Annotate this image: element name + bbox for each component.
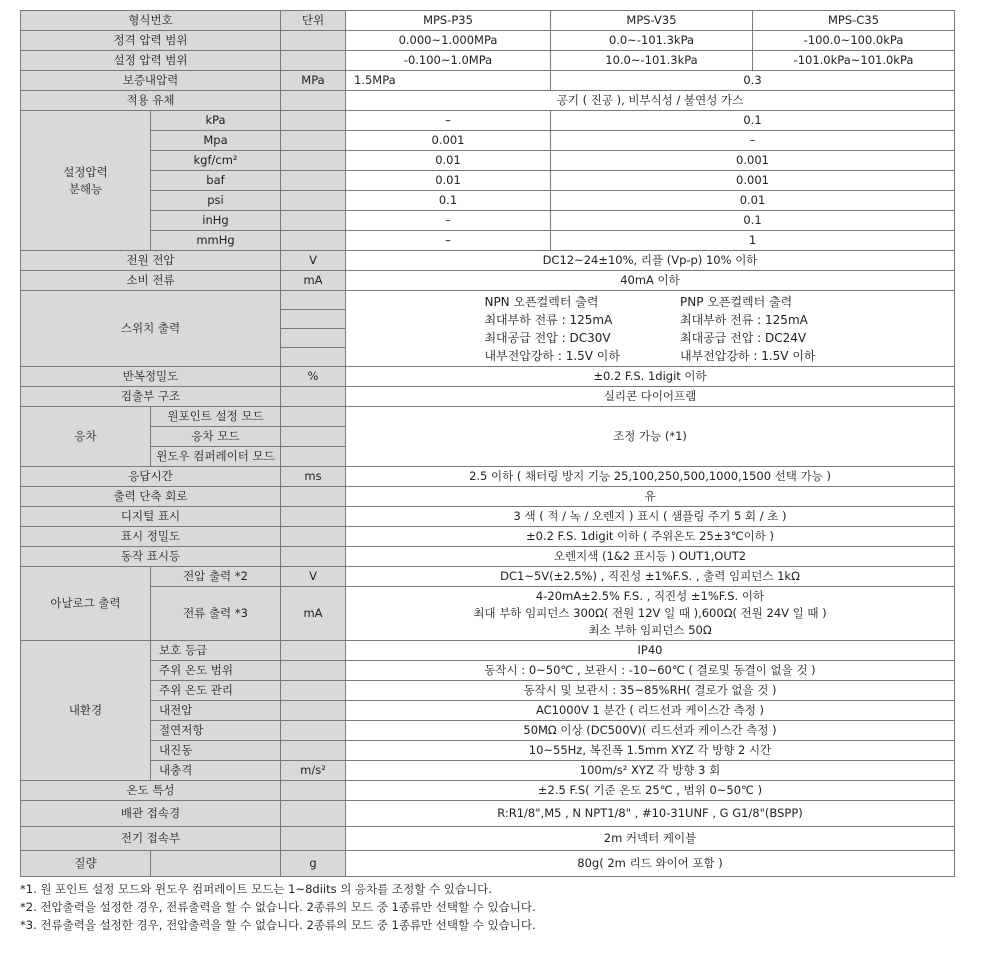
cell-value: 1 — [551, 231, 955, 251]
analog-current-row — [21, 587, 955, 641]
env-item: 내진동 — [151, 741, 281, 761]
cell-value: 공기 ( 진공 ), 비부식성 / 불연성 가스 — [346, 91, 955, 111]
row-label: 응차 — [21, 407, 151, 467]
cell-value: ±0.2 F.S. 1digit 이하 ( 주위온도 25±3℃이하 ) — [346, 527, 955, 547]
resolution-unit: Mpa — [151, 131, 281, 151]
electrical-row — [21, 827, 955, 851]
unit-cell: MPa — [281, 71, 346, 91]
response-row — [21, 467, 955, 487]
cell-value: 오렌지색 (1&2 표시등 ) OUT1,OUT2 — [346, 547, 955, 567]
env-item: 주위 온도 관리 — [151, 681, 281, 701]
row-label: 출력 단축 회로 — [21, 487, 281, 507]
unit-cell: mA — [281, 271, 346, 291]
cell-value: -100.0~100.0kPa — [753, 31, 955, 51]
power-voltage-row — [21, 251, 955, 271]
weight-row — [21, 851, 955, 877]
cell-value: 2m 커넥터 케이블 — [346, 827, 955, 851]
resolution-unit: baf — [151, 171, 281, 191]
pnp-spec: PNP 오픈컬렉터 출력 최대부하 전류 : 125mA 최대공급 전압 : DC24V 내부전압강하 : 1.5V 이하 — [680, 294, 816, 363]
cell-value: 0.01 — [346, 151, 551, 171]
analog-type: 전류 출력 *3 — [151, 587, 281, 641]
resolution-row — [21, 151, 955, 171]
environment-row — [21, 741, 955, 761]
env-item: 내충격 — [151, 761, 281, 781]
sensor-row — [21, 387, 955, 407]
cell-value: 0.0~-101.3kPa — [551, 31, 753, 51]
cell-value: ±2.5 F.S( 기준 온도 25℃ , 범위 0~50℃ ) — [346, 781, 955, 801]
footnote: *1. 원 포인트 설정 모드와 윈도우 컴퍼레이트 모드는 1~8diits 의 응차를 조정할 수 있습니다. — [20, 882, 492, 896]
resolution-row — [21, 231, 955, 251]
resolution-row — [21, 171, 955, 191]
cell-value: DC1~5V(±2.5%) , 직진성 ±1%F.S. , 출력 임피던스 1kΩ — [346, 567, 955, 587]
cell-value: 동작시 : 0~50℃ , 보관시 : -10~60℃ ( 결로및 동결이 없을 것 ) — [346, 661, 955, 681]
unit-cell: V — [281, 251, 346, 271]
spec-table — [20, 10, 955, 877]
display-row — [21, 507, 955, 527]
model-v35: MPS-V35 — [551, 11, 753, 31]
resolution-unit: kgf/cm² — [151, 151, 281, 171]
cell-value: – — [346, 231, 551, 251]
repeatability-row — [21, 367, 955, 387]
resolution-row — [21, 191, 955, 211]
row-label: 검출부 구조 — [21, 387, 281, 407]
unit-cell: V — [281, 567, 346, 587]
row-label: 정격 압력 범위 — [21, 31, 281, 51]
unit-cell: mA — [281, 587, 346, 641]
cell-value: 실리콘 다이어프램 — [346, 387, 955, 407]
environment-row — [21, 681, 955, 701]
cell-value: ±0.2 F.S. 1digit 이하 — [346, 367, 955, 387]
cell-value: -0.100~1.0MPa — [346, 51, 551, 71]
env-item: 내전압 — [151, 701, 281, 721]
resolution-unit: psi — [151, 191, 281, 211]
cell-value: 1.5MPa — [346, 71, 551, 91]
footnotes — [20, 880, 536, 934]
hysteresis-mode: 윈도우 컴퍼레이터 모드 — [151, 447, 281, 467]
cell-value: 0.001 — [551, 171, 955, 191]
cell-value: – — [551, 131, 955, 151]
row-label: 반복정밀도 — [21, 367, 281, 387]
environment-row: 내충격 m/s² 100m/s² XYZ 각 방향 3 회 — [21, 761, 955, 781]
resolution-row — [21, 211, 955, 231]
cell-value: 조정 가능 (*1) — [346, 407, 955, 467]
current-row — [21, 271, 955, 291]
row-label: 전원 전압 — [21, 251, 281, 271]
row-label: 전기 접속부 — [21, 827, 281, 851]
resolution-row — [21, 131, 955, 151]
header-row — [21, 11, 955, 31]
analog-type: 전압 출력 *2 — [151, 567, 281, 587]
cell-value: 10~55Hz, 복진폭 1.5mm XYZ 각 방향 2 시간 — [346, 741, 955, 761]
piping-row — [21, 801, 955, 827]
model-p35: MPS-P35 — [346, 11, 551, 31]
env-item: 주위 온도 범위 — [151, 661, 281, 681]
cell-value: DC12~24±10%, 리플 (Vp-p) 10% 이하 — [346, 251, 955, 271]
cell-value: 3 색 ( 적 / 녹 / 오렌지 ) 표시 ( 샘플링 주기 5 회 / 초 ) — [346, 507, 955, 527]
cell-value: 0.3 — [551, 71, 955, 91]
model-c35: MPS-C35 — [753, 11, 955, 31]
hysteresis-row — [21, 407, 955, 427]
display-accuracy-row — [21, 527, 955, 547]
cell-value: 0.01 — [346, 171, 551, 191]
footnote: *3. 전류출력을 설정한 경우, 전압출력을 할 수 없습니다. 2종류의 모드 중 1종류만 선택할 수 있습니다. — [20, 918, 536, 932]
cell-value: 0.001 — [346, 131, 551, 151]
indicator-row — [21, 547, 955, 567]
cell-value: AC1000V 1 분간 ( 리드선과 케이스간 측정 ) — [346, 701, 955, 721]
cell-value: 0.000~1.000MPa — [346, 31, 551, 51]
unit-cell: ms — [281, 467, 346, 487]
environment-row — [21, 661, 955, 681]
resolution-unit: kPa — [151, 111, 281, 131]
cell-value: 4-20mA±2.5% F.S. , 직진성 ±1%F.S. 이하 최대 부하 임피던스 300Ω( 전원 12V 일 때 ),600Ω( 전원 24V 일 때 ) 최소 부하 임피던스 50Ω — [346, 587, 955, 641]
npn-spec: NPN 오픈컬렉터 출력 최대부하 전류 : 125mA 최대공급 전압 : DC30V 내부전압강하 : 1.5V 이하 — [484, 294, 620, 363]
cell-value: 100m/s² XYZ 각 방향 3 회 — [346, 761, 955, 781]
row-label: 보증내압력 — [21, 71, 281, 91]
cell-value: – — [346, 211, 551, 231]
proof-pressure-row — [21, 71, 955, 91]
cell-value: 0.01 — [551, 191, 955, 211]
unit-cell: % — [281, 367, 346, 387]
row-label: 응답시간 — [21, 467, 281, 487]
row-label: 온도 특성 — [21, 781, 281, 801]
analog-voltage-row — [21, 567, 955, 587]
footnote: *2. 전압출력을 설정한 경우, 전류출력을 할 수 없습니다. 2종류의 모드 중 1종류만 선택할 수 있습니다. — [20, 900, 536, 914]
fluid-row — [21, 91, 955, 111]
environment-row — [21, 701, 955, 721]
cell-value: R:R1/8",M5 , N NPT1/8" , #10-31UNF , G G1/8"(BSPP) — [346, 801, 955, 827]
switch-output-row — [21, 291, 955, 310]
unit-cell: g — [281, 851, 346, 877]
row-label: 질량 — [21, 851, 151, 877]
resolution-label: 설정압력 분해능 — [21, 111, 151, 251]
row-label: 아날로그 출력 — [21, 567, 151, 641]
cell-value: IP40 — [346, 641, 955, 661]
set-pressure-row — [21, 51, 955, 71]
cell-value: 동작시 및 보관시 : 35~85%RH( 결로가 없을 것 ) — [346, 681, 955, 701]
resolution-unit: mmHg — [151, 231, 281, 251]
cell-value: 0.1 — [551, 111, 955, 131]
environment-row — [21, 641, 955, 661]
model-label: 형식번호 — [21, 11, 281, 31]
cell-value: – — [346, 111, 551, 131]
temp-char-row — [21, 781, 955, 801]
row-label: 디지털 표시 — [21, 507, 281, 527]
row-label: 동작 표시등 — [21, 547, 281, 567]
cell-value: 40mA 이하 — [346, 271, 955, 291]
cell-value: 10.0~-101.3kPa — [551, 51, 753, 71]
env-item: 절연저항 — [151, 721, 281, 741]
cell-value: 0.1 — [346, 191, 551, 211]
cell-value: 유 — [346, 487, 955, 507]
resolution-unit: inHg — [151, 211, 281, 231]
short-circuit-row — [21, 487, 955, 507]
row-label: 소비 전류 — [21, 271, 281, 291]
cell-value: 80g( 2m 리드 와이어 포함 ) — [346, 851, 955, 877]
row-label: 스위치 출력 — [21, 291, 281, 367]
row-label: 적용 유체 — [21, 91, 281, 111]
env-item: 보호 등급 — [151, 641, 281, 661]
cell-value: -101.0kPa~101.0kPa — [753, 51, 955, 71]
hysteresis-mode: 응차 모드 — [151, 427, 281, 447]
resolution-row — [21, 111, 955, 131]
switch-output-values — [346, 291, 955, 367]
cell-value: 0.001 — [551, 151, 955, 171]
environment-row — [21, 721, 955, 741]
row-label: 내환경 — [21, 641, 151, 781]
row-label: 설정 압력 범위 — [21, 51, 281, 71]
row-label: 배관 접속경 — [21, 801, 281, 827]
hysteresis-mode: 원포인트 설정 모드 — [151, 407, 281, 427]
rated-pressure-row — [21, 31, 955, 51]
cell-value: 50MΩ 이상 (DC500V)( 리드선과 케이스간 측정 ) — [346, 721, 955, 741]
unit-header: 단위 — [281, 11, 346, 31]
row-label: 표시 정밀도 — [21, 527, 281, 547]
cell-value: 2.5 이하 ( 채터링 방지 기능 25,100,250,500,1000,1500 선택 가능 ) — [346, 467, 955, 487]
cell-value: 0.1 — [551, 211, 955, 231]
